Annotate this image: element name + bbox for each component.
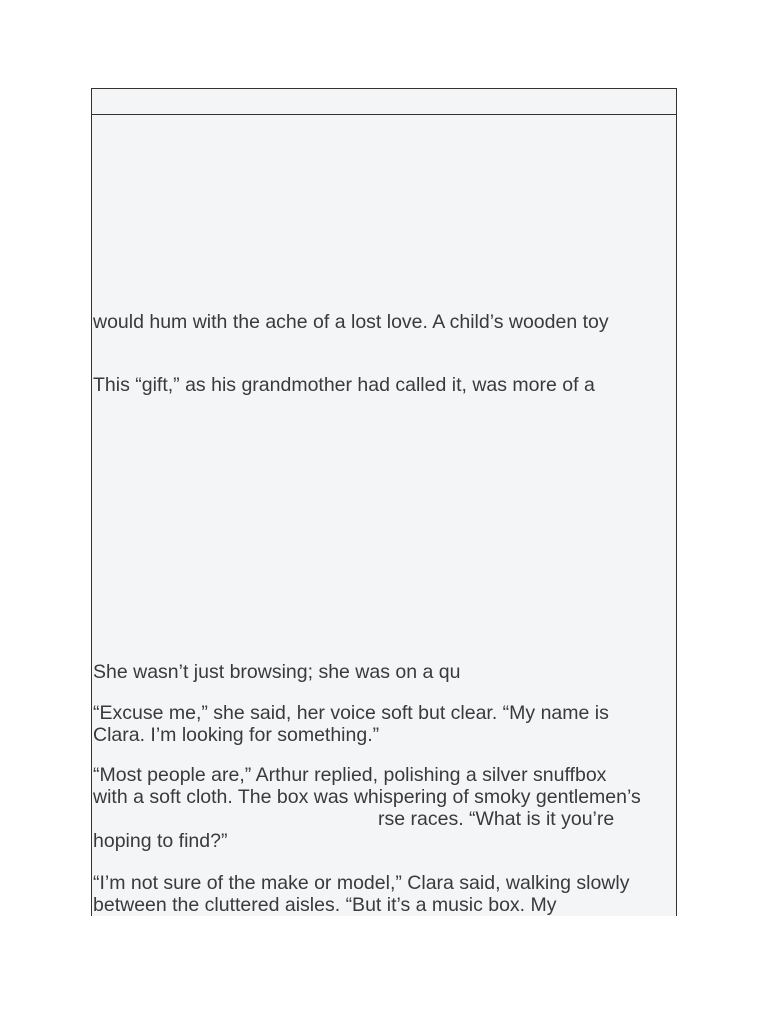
text-line: with a soft cloth. The box was whispering of smoky gentlemen’s: [93, 786, 641, 808]
text-line: “Excuse me,” she said, her voice soft but clear. “My name is: [93, 702, 609, 724]
text-line: hoping to find?”: [93, 830, 228, 852]
text-line: would hum with the ache of a lost love. A child’s wooden toy: [93, 311, 609, 333]
text-line: Clara. I’m looking for something.”: [93, 724, 380, 746]
text-line: “I’m not sure of the make or model,” Clara said, walking slowly: [93, 872, 630, 894]
header-bar: [92, 89, 676, 115]
text-line: “Most people are,” Arthur replied, polishing a silver snuffbox: [93, 764, 607, 786]
text-frame: [91, 88, 677, 916]
text-line: She wasn’t just browsing; she was on a qu: [93, 661, 461, 683]
text-line: between the cluttered aisles. “But it’s a music box. My: [93, 894, 557, 916]
text-line: rse races. “What is it you’re: [378, 808, 615, 830]
text-line: This “gift,” as his grandmother had called it, was more of a: [93, 374, 595, 396]
